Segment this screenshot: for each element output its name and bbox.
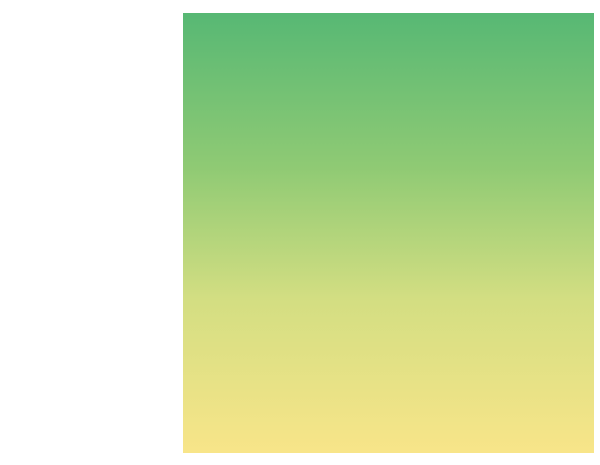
attributes-gradient-band bbox=[183, 13, 594, 453]
